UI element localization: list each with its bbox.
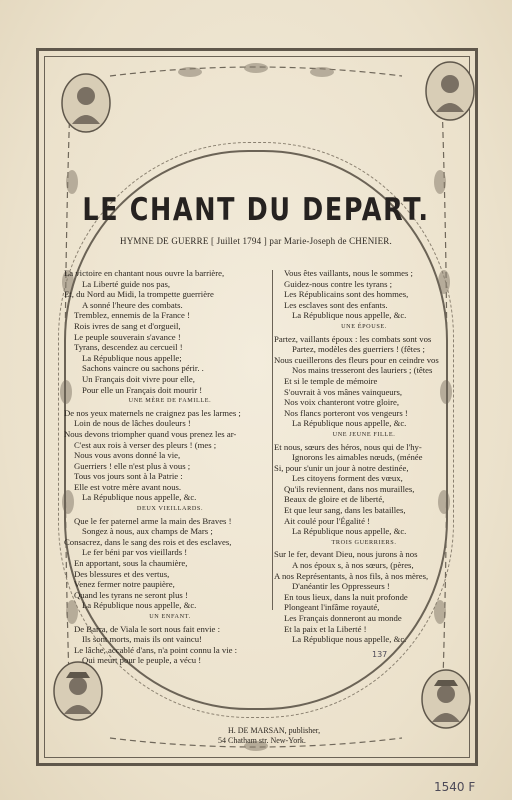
song-subtitle: HYMNE DE GUERRE [ Juillet 1794 ] par Marie-Joseph de CHENIER.	[120, 236, 392, 246]
verse-line: Tous vos jours sont à la Patrie :	[74, 471, 183, 482]
verse-line: Le peuple souverain s'avance !	[74, 331, 181, 342]
stanza-speaker-heading: UNE ÉPOUSE.	[341, 322, 387, 330]
verse-line: Le lâche, accablé d'ans, n'a point connu la vie :	[74, 644, 238, 655]
lyrics-left-column	[64, 268, 276, 666]
portrait-top-right-icon	[424, 60, 476, 122]
handwritten-catalog-number: 1540 F	[434, 780, 476, 794]
verse-line: S'ouvrait à vos mânes vainqueurs,	[284, 386, 403, 397]
verse-line: A sonné l'heure des combats.	[82, 299, 183, 310]
verse-line: Quand les tyrans ne seront plus !	[74, 589, 188, 600]
portrait-bottom-right-icon	[420, 668, 472, 730]
verse-line: Partez, vaillants époux : les combats sont vos	[274, 333, 432, 344]
verse-line: En tous lieux, dans la nuit profonde	[284, 591, 408, 602]
verse-line: Et la paix et la Liberté !	[284, 623, 367, 634]
verse-line: Qu'ils reviennent, dans nos murailles,	[284, 483, 415, 494]
verse-line: Rois ivres de sang et d'orgueil,	[74, 320, 181, 331]
verse-line: Qui meurt pour le peuple, a vécu !	[82, 655, 202, 666]
verse-line: En apportant, sous la chaumière,	[74, 558, 188, 569]
stanza-speaker-heading: UNE JEUNE FILLE.	[332, 430, 396, 438]
verse-line: La République nous appelle, &c.	[292, 310, 407, 321]
verse-line: Nos flancs porteront vos vengeurs !	[284, 407, 408, 418]
verse-line: Consacrez, dans le sang des rois et des esclaves,	[64, 536, 232, 547]
verse-line: Nous cueillerons des fleurs pour en ceindre vos	[274, 354, 439, 365]
verse-line: Beaux de gloire et de liberté,	[284, 494, 385, 505]
publisher-address: 54 Chatham str. New-York.	[218, 736, 306, 745]
handwritten-number: 137	[372, 650, 388, 659]
verse-line: Loin de nous de lâches douleurs !	[74, 418, 191, 429]
verse-line: Tremblez, ennemis de la France !	[74, 310, 190, 321]
verse-line: Partez, modèles des guerriers ! (fêtes ;	[292, 344, 425, 355]
portrait-top-left-icon	[60, 72, 112, 134]
verse-line: Nous devons triompher quand vous prenez les ar-	[64, 428, 237, 439]
verse-line: La République nous appelle, &c.	[82, 492, 197, 503]
verse-line: Vous êtes vaillants, nous le sommes ;	[284, 268, 413, 278]
verse-line: La République nous appelle;	[82, 352, 182, 363]
verse-line: Les esclaves sont des enfants.	[284, 299, 388, 310]
column-divider	[272, 270, 273, 610]
verse-line: A nos Représentants, à nos fils, à nos mères,	[274, 570, 429, 581]
verse-line: La République nous appelle, &c.	[292, 418, 407, 429]
stanza-speaker-heading: DEUX VIEILLARDS.	[136, 505, 204, 513]
verse-line: Le fer béni par vos vieillards !	[82, 547, 188, 558]
song-title: LE CHANT DU DEPART.	[82, 192, 430, 228]
verse-line: Et si le temple de mémoire	[284, 375, 378, 386]
verse-line: Et que leur sang, dans les batailles,	[284, 505, 406, 516]
verse-line: Les Français donneront au monde	[284, 613, 402, 623]
verse-line: Les Républicains sont des hommes,	[284, 289, 409, 300]
stanza-speaker-heading: UNE MÈRE DE FAMILLE.	[128, 397, 212, 405]
verse-line: Des blessures et des vertus,	[74, 568, 170, 579]
publisher-name: H. DE MARSAN, publisher,	[228, 726, 321, 735]
publisher-imprint	[210, 726, 390, 746]
verse-line: La République nous appelle, &c.	[292, 634, 407, 645]
verse-line: Nos voix chanteront votre gloire,	[284, 397, 400, 408]
verse-line: Que le fer paternel arme la main des Braves !	[74, 515, 232, 526]
verse-line: Et, du Nord au Midi, la trompette guerrière	[64, 289, 214, 300]
verse-line: D'anéantir les Oppresseurs !	[292, 581, 390, 592]
verse-line: Nous vous avons donné la vie,	[74, 450, 181, 461]
verse-line: Sachons vaincre ou sachons périr. .	[82, 363, 204, 374]
stanza-speaker-heading: UN ENFANT.	[149, 613, 191, 620]
stanza-speaker-heading: TROIS GUERRIERS.	[331, 538, 397, 546]
verse-line: Nos mains tresseront des lauriers ; (têtes	[292, 365, 433, 376]
verse-line: La victoire en chantant nous ouvre la barrière,	[64, 268, 225, 278]
verse-line: Plongeant l'infâme royauté,	[284, 602, 380, 613]
verse-line: Tyrans, descendez au cercueil !	[74, 342, 183, 353]
verse-line: Guerriers ! elle n'est plus à vous ;	[74, 460, 191, 471]
verse-line: Un Français doit vivre pour elle,	[82, 373, 195, 384]
verse-line: La République nous appelle, &c.	[82, 600, 197, 611]
verse-line: Si, pour s'unir un jour à notre destinée,	[274, 462, 409, 473]
verse-line: Ils sont morts, mais ils ont vaincu!	[82, 634, 202, 645]
verse-line: Et nous, sœurs des héros, nous qui de l'hy-	[274, 441, 422, 452]
verse-line: Elle est votre mère avant nous.	[74, 481, 182, 492]
verse-line: C'est aux rois à verser des pleurs ! (mes ;	[74, 439, 217, 450]
verse-line: La Liberté guide nos pas,	[82, 278, 171, 289]
verse-line: Pour elle un Français doit mourir !	[82, 384, 203, 395]
lyrics-right-column	[274, 268, 454, 645]
verse-line: Venez fermer notre paupière,	[74, 579, 175, 590]
verse-line: Ignorons les aimables nœuds, (ménée	[292, 452, 423, 463]
verse-line: A nos époux s, à nos sœurs, (pères,	[292, 560, 414, 571]
verse-line: Ait coulé pour l'Égalité !	[284, 515, 371, 526]
verse-line: Songez à nous, aux champs de Mars ;	[82, 526, 213, 537]
verse-line: De Barra, de Viala le sort nous fait envie :	[74, 623, 220, 634]
verse-line: Guidez-nous contre les tyrans ;	[284, 278, 393, 289]
portrait-bottom-left-icon	[52, 660, 104, 722]
verse-line: De nos yeux maternels ne craignez pas les larmes ;	[64, 407, 241, 418]
verse-line: Les citoyens forment des vœux,	[292, 473, 403, 484]
verse-line: Sur le fer, devant Dieu, nous jurons à nos	[274, 549, 418, 560]
verse-line: La République nous appelle, &c.	[292, 526, 407, 537]
